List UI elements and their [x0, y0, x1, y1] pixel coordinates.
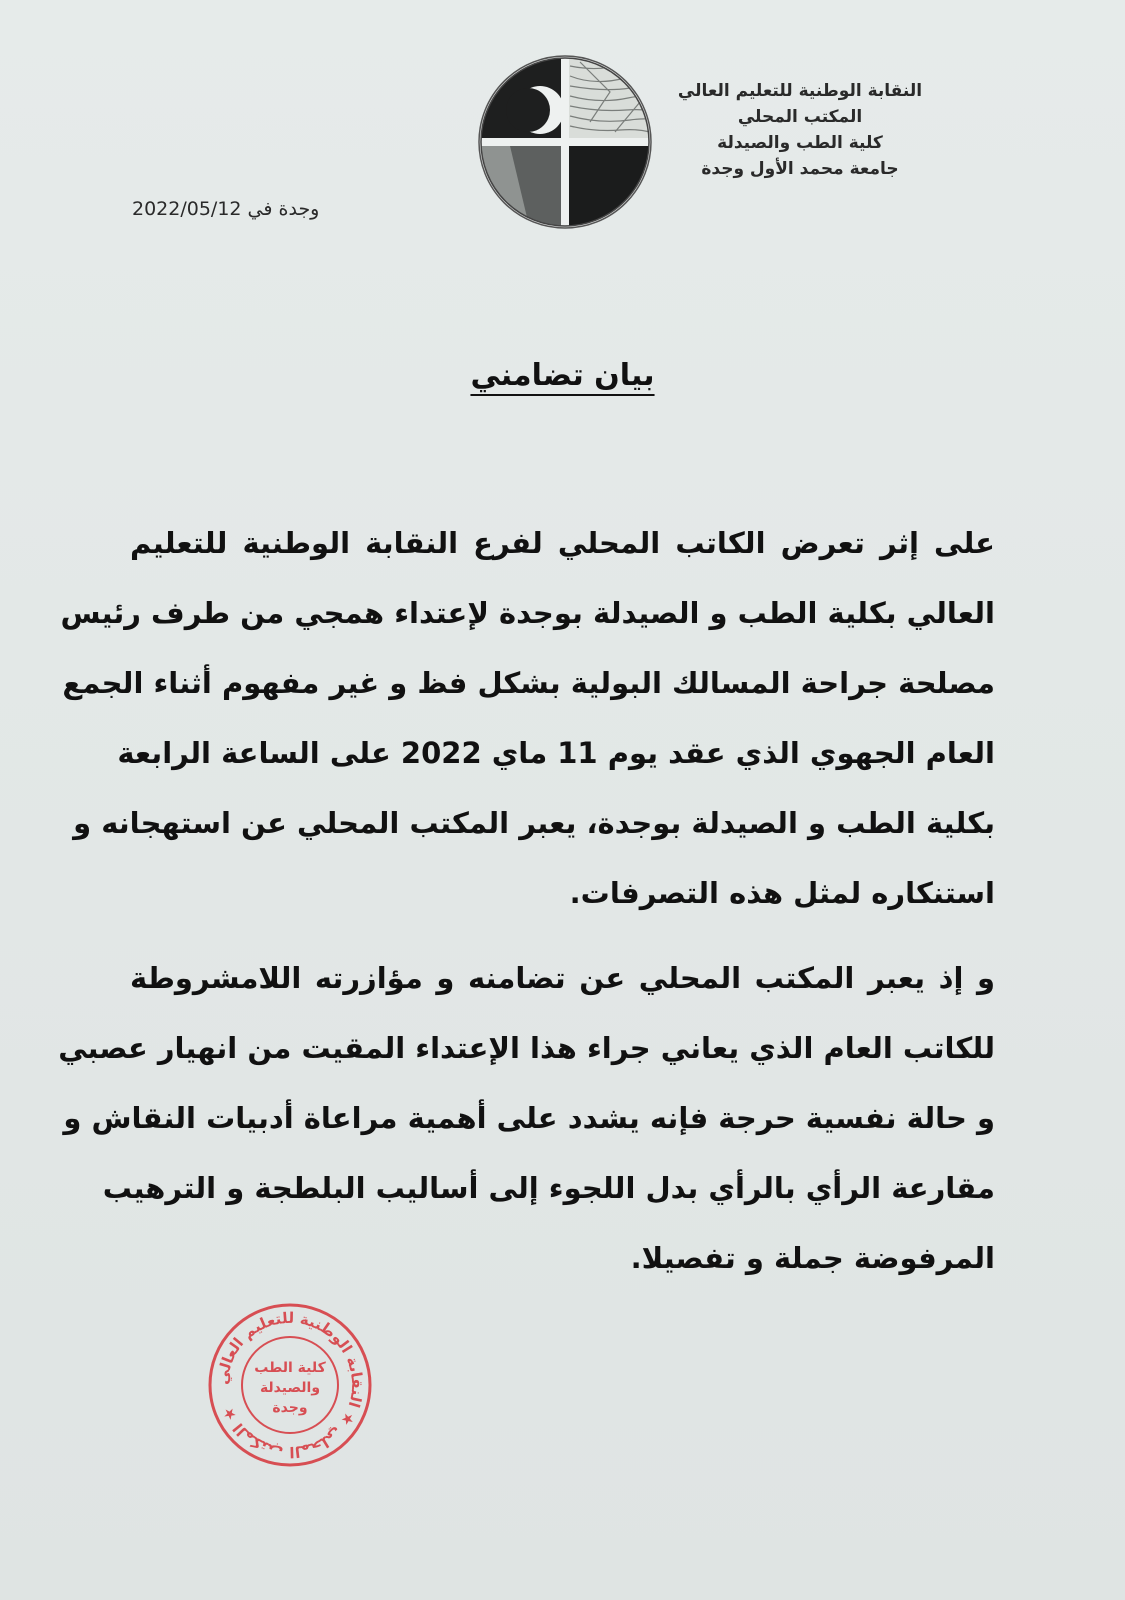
paragraph-line: على إثر تعرض الكاتب المحلي لفرع النقابة الوطنية للتعليم	[130, 526, 995, 560]
paragraph-line: العالي بكلية الطب و الصيدلة بوجدة لإعتداء همجي من طرف رئيس	[60, 596, 995, 630]
title-text: بيان تضامني	[470, 358, 655, 393]
paragraph-line: مقارعة الرأي بالرأي بدل اللجوء إلى أساليب البلطجة و الترهيب	[102, 1171, 995, 1205]
faculty-name: كلية الطب والصيدلة	[717, 133, 883, 153]
stamp-outer-text: المكتب المحلي ★ النقابة الوطنية للتعليم العالي ★	[213, 1308, 367, 1462]
stamp-inner-line: والصيدلة	[259, 1380, 321, 1396]
paragraph-line: المرفوضة جملة و تفصيلا.	[630, 1241, 995, 1275]
organization-header	[640, 78, 960, 182]
paragraph-1	[60, 508, 995, 928]
date-line: وجدة في 2022/05/12	[132, 198, 320, 220]
paragraph-2	[58, 943, 995, 1293]
union-logo-icon	[470, 52, 660, 232]
paragraph-line: للكاتب العام الذي يعاني جراء هذا الإعتداء المقيت من انهيار عصبي	[58, 1031, 995, 1065]
paragraph-line: مصلحة جراحة المسالك البولية بشكل فظ و غير مفهوم أثناء الجمع	[62, 666, 995, 700]
paragraph-line: و إذ يعبر المكتب المحلي عن تضامنه و مؤازرته اللامشروطة	[130, 961, 995, 995]
paragraph-line: استنكاره لمثل هذه التصرفات.	[569, 876, 995, 910]
stamp-inner-line: وجدة	[272, 1400, 308, 1416]
paragraph-line: العام الجهوي الذي عقد يوم 11 ماي 2022 على الساعة الرابعة	[117, 736, 995, 770]
university-name: جامعة محمد الأول وجدة	[701, 159, 899, 179]
paragraph-line: و حالة نفسية حرجة فإنه يشدد على أهمية مراعاة أدبيات النقاش و	[63, 1101, 995, 1135]
document-title	[0, 358, 1125, 393]
org-name: النقابة الوطنية للتعليم العالي	[677, 81, 923, 101]
paragraph-line: بكلية الطب و الصيدلة بوجدة، يعبر المكتب المحلي عن استهجانه و	[73, 806, 995, 840]
stamp-inner-line: كلية الطب	[254, 1360, 326, 1376]
office-name: المكتب المحلي	[737, 107, 863, 127]
official-stamp-icon	[205, 1300, 375, 1470]
